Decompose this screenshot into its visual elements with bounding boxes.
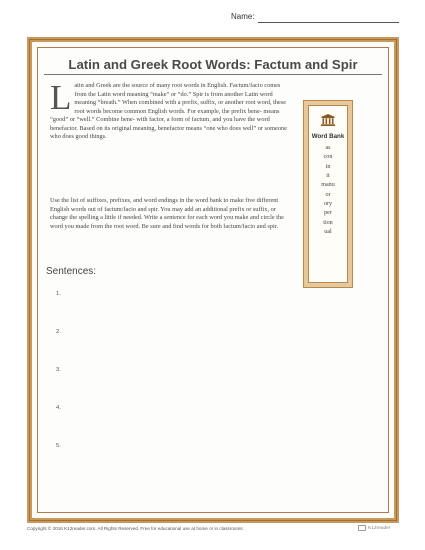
word-bank-item: per bbox=[324, 210, 332, 217]
copyright-footer: Copyright © 2016 K12reader.com. All Rights Reserved. Free for educational use at home or in classrooms. bbox=[27, 526, 244, 531]
sentence-number-4: 4. bbox=[56, 405, 61, 411]
word-bank-inner bbox=[308, 105, 348, 283]
title-underline bbox=[44, 74, 382, 75]
word-bank-item: as bbox=[325, 145, 331, 151]
sentences-heading: Sentences: bbox=[46, 266, 97, 277]
temple-icon bbox=[321, 114, 335, 126]
word-bank-item: con bbox=[323, 154, 333, 161]
sentence-number-3: 3. bbox=[56, 367, 61, 373]
page-title: Latin and Greek Root Words: Factum and Spir bbox=[68, 57, 358, 72]
passage-paragraph-2: Use the list of suffixes, prefixes, and word endings in the word bank to make five different English words out of factum/facio and spir. You may add an additional prefix or suffix, or change the spelling a little if needed. Write a sentence for each word you make and circle the word you made from the root word. Be sure and find words for both factum/facio and spir. bbox=[50, 197, 284, 230]
word-bank-item: in bbox=[325, 163, 331, 170]
sentence-number-1: 1. bbox=[56, 291, 61, 297]
name-write-line[interactable] bbox=[258, 22, 399, 23]
word-bank-item: ory bbox=[323, 201, 333, 208]
word-bank bbox=[303, 100, 353, 288]
name-label: Name: bbox=[231, 12, 255, 21]
sentence-number-5: 5. bbox=[56, 443, 61, 449]
k12reader-logo bbox=[358, 524, 400, 532]
word-bank-item: or bbox=[325, 191, 331, 198]
word-bank-item: tion bbox=[323, 219, 333, 226]
passage-paragraph-1 bbox=[50, 78, 290, 142]
word-bank-list bbox=[309, 144, 347, 237]
book-icon bbox=[358, 525, 366, 531]
word-bank-title: Word Bank bbox=[311, 133, 345, 140]
word-bank-item: ual bbox=[324, 229, 332, 236]
drop-cap: L bbox=[50, 78, 72, 117]
logo-text: K12reader bbox=[368, 525, 391, 531]
sentence-number-2: 2. bbox=[56, 329, 61, 335]
word-bank-item: manu bbox=[321, 182, 335, 189]
passage-paragraph-1-text: atin and Greek are the source of many root words in English. Factum/facio comes from the Latin word meaning “make” or “do.” Spir is from another Latin word meaning “breath.” When combined with a prefix, suffix, or another root word, these root words become common English words. For example, the prefix bene- means “good” or “well.” Combine bene- with factor, a form of factum, and you have the word benefactor. Based on its original meaning, benefactor means “one who does well” or someone who does good things. bbox=[50, 82, 287, 141]
word-bank-item: it bbox=[326, 173, 330, 180]
